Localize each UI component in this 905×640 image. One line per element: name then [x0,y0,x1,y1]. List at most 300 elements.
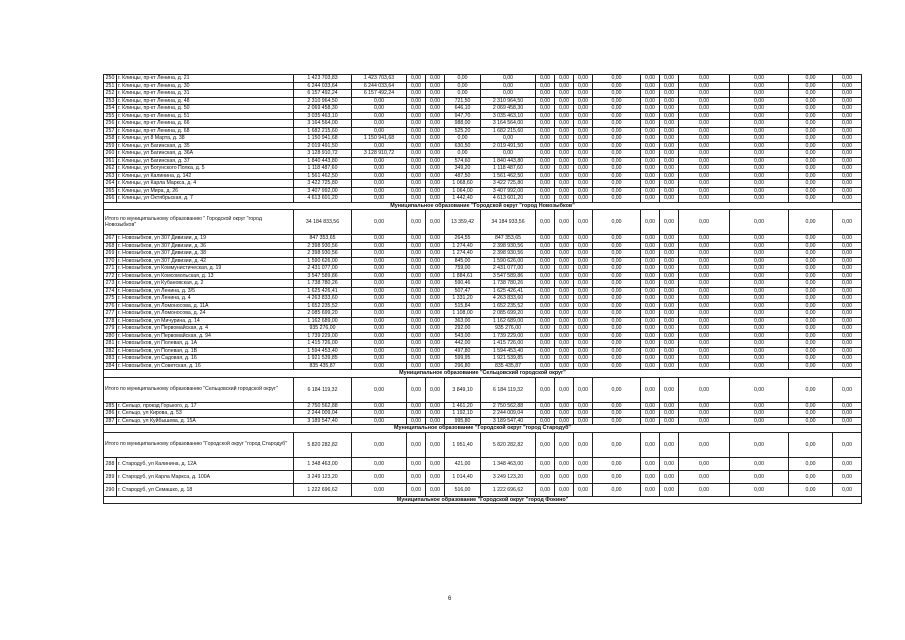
value-cell: 1 594 453,40 [481,347,536,355]
address-cell: г. Новозыбков, ул Кубановская, д. 2 [117,280,294,288]
value-cell: 0,00 [407,235,426,243]
row-number: 250 [104,75,117,83]
value-cell: 0,00 [555,180,574,188]
address-cell: г. Клинцы, пр-кт Ленина, д. 48 [117,97,294,105]
value-cell: 0,00 [407,187,426,195]
value-cell: 0,00 [679,257,730,265]
value-cell: 0,00 [593,362,641,370]
value-cell: 0,00 [352,242,407,250]
total-cell: 0,00 [407,432,426,457]
total-cell: 34 184 833,56 [294,210,352,235]
value-cell: 0,00 [789,82,833,90]
value-cell: 0,00 [536,332,555,340]
address-cell: г. Клинцы, ул Богунского Полка, д. 5 [117,165,294,173]
value-cell: 0,00 [730,172,789,180]
value-cell: 3 164 564,00 [294,120,352,128]
value-cell: 0,00 [426,302,445,310]
address-cell: г. Клинцы, ул Багинская, д. 36А [117,150,294,158]
total-cell: 0,00 [789,210,833,235]
value-cell: 0,00 [660,410,679,418]
value-cell: 0,00 [555,470,574,483]
value-cell: 0,00 [574,317,593,325]
row-number: 261 [104,157,117,165]
value-cell: 0,00 [660,402,679,410]
value-cell: 0,00 [641,310,660,318]
row-number: 286 [104,410,117,418]
value-cell: 1 682 215,60 [294,127,352,135]
value-cell: 2 750 562,88 [294,402,352,410]
value-cell: 0,00 [574,347,593,355]
value-cell: 0,00 [593,180,641,188]
section-title: Муниципальное образование "Городской округ "город Стародуб" [104,425,862,433]
value-cell: 0,00 [352,332,407,340]
value-cell: 0,00 [574,127,593,135]
value-cell: 0,00 [536,150,555,158]
value-cell: 507,47 [445,287,481,295]
address-cell: г. Новозыбков, ул Полевая, д. 1В [117,347,294,355]
value-cell: 0,00 [555,195,574,203]
value-cell: 3 249 123,20 [481,470,536,483]
value-cell: 0,00 [352,120,407,128]
value-cell: 0,00 [833,362,862,370]
value-cell: 0,00 [641,325,660,333]
value-cell: 1 068,60 [445,180,481,188]
table-row [104,417,862,425]
value-cell: 1 738 780,26 [481,280,536,288]
value-cell: 0,00 [426,355,445,363]
value-cell: 0,00 [789,142,833,150]
value-cell: 0,00 [574,97,593,105]
value-cell: 0,00 [730,97,789,105]
value-cell: 0,00 [833,295,862,303]
value-cell: 0,00 [641,457,660,470]
value-cell: 0,00 [641,347,660,355]
value-cell: 0,00 [660,265,679,273]
value-cell: 0,00 [407,325,426,333]
value-cell: 630,50 [445,142,481,150]
value-cell: 0,00 [574,340,593,348]
value-cell: 0,00 [426,105,445,113]
value-cell: 0,00 [730,265,789,273]
value-cell: 0,00 [426,470,445,483]
value-cell: 0,00 [352,257,407,265]
value-cell: 1 921 539,85 [481,355,536,363]
value-cell: 421,00 [445,457,481,470]
value-cell: 0,00 [593,172,641,180]
row-number: 270 [104,257,117,265]
total-cell: 0,00 [426,432,445,457]
value-cell: 2 398 930,56 [481,242,536,250]
table-row [104,302,862,310]
value-cell: 3 547 589,86 [294,272,352,280]
value-cell: 0,00 [426,325,445,333]
total-cell: 6 184 119,32 [294,377,352,402]
table-row [104,90,862,98]
value-cell: 0,00 [679,195,730,203]
value-cell: 516,00 [445,483,481,496]
address-cell: г. Клинцы, пр-кт Ленина, д. 30 [117,82,294,90]
value-cell: 0,00 [833,470,862,483]
value-cell: 0,00 [730,295,789,303]
value-cell: 0,00 [555,272,574,280]
value-cell: 0,00 [407,302,426,310]
value-cell: 1 014,40 [445,470,481,483]
value-cell: 3 035 463,10 [481,112,536,120]
value-cell: 0,00 [833,157,862,165]
row-number: 264 [104,180,117,188]
total-cell: 0,00 [833,210,862,235]
value-cell: 0,00 [789,362,833,370]
row-number: 275 [104,295,117,303]
value-cell: 0,00 [641,280,660,288]
value-cell: 0,00 [574,112,593,120]
value-cell: 1 594 453,40 [294,347,352,355]
value-cell: 0,00 [352,112,407,120]
value-cell: 0,00 [426,317,445,325]
value-cell: 0,00 [536,265,555,273]
total-cell: 0,00 [730,377,789,402]
value-cell: 0,00 [536,302,555,310]
value-cell: 0,00 [426,90,445,98]
address-cell: г. Клинцы, ул Карла Маркса, д. 4 [117,180,294,188]
value-cell: 0,00 [789,112,833,120]
value-cell: 0,00 [445,82,481,90]
value-cell: 0,00 [660,112,679,120]
value-cell: 0,00 [555,280,574,288]
value-cell: 0,00 [536,165,555,173]
value-cell: 0,00 [679,112,730,120]
value-cell: 0,00 [407,165,426,173]
value-cell: 0,00 [641,242,660,250]
value-cell: 0,00 [833,235,862,243]
value-cell: 3 249 123,20 [294,470,352,483]
address-cell: г. Новозыбков, ул 307 Дивизии, д. 42 [117,257,294,265]
value-cell: 0,00 [555,347,574,355]
value-cell: 0,00 [574,295,593,303]
table-row [104,142,862,150]
value-cell: 0,00 [426,195,445,203]
address-cell: г. Клинцы, пр-кт Ленина, д. 66 [117,120,294,128]
value-cell: 0,00 [833,142,862,150]
row-number: 280 [104,332,117,340]
value-cell: 0,00 [407,120,426,128]
value-cell: 0,00 [833,340,862,348]
value-cell: 0,00 [352,280,407,288]
value-cell: 0,00 [641,165,660,173]
value-cell: 0,00 [833,242,862,250]
value-cell: 0,00 [833,75,862,83]
value-cell: 0,00 [789,187,833,195]
value-cell: 0,00 [555,250,574,258]
value-cell: 3 035 463,10 [294,112,352,120]
value-cell: 847 353,65 [294,235,352,243]
value-cell: 1 348 463,00 [481,457,536,470]
value-cell: 0,00 [574,355,593,363]
value-cell: 525,20 [445,127,481,135]
value-cell: 0,00 [593,82,641,90]
section-header-row [104,202,862,210]
value-cell: 1 274,40 [445,242,481,250]
value-cell: 0,00 [789,195,833,203]
value-cell: 0,00 [555,483,574,496]
value-cell: 0,00 [730,332,789,340]
value-cell: 0,00 [574,90,593,98]
value-cell: 0,00 [789,135,833,143]
value-cell: 0,00 [407,402,426,410]
value-cell: 0,00 [730,470,789,483]
value-cell: 0,00 [574,187,593,195]
value-cell: 0,00 [593,457,641,470]
value-cell: 0,00 [679,250,730,258]
value-cell: 0,00 [789,340,833,348]
value-cell: 0,00 [536,325,555,333]
value-cell: 0,00 [426,272,445,280]
capital-repair-table [103,74,862,504]
value-cell: 2 750 562,88 [481,402,536,410]
value-cell: 1 222 696,62 [481,483,536,496]
value-cell: 0,00 [641,302,660,310]
value-cell: 0,00 [352,195,407,203]
value-cell: 0,00 [555,295,574,303]
value-cell: 0,00 [679,287,730,295]
value-cell: 0,00 [789,180,833,188]
value-cell: 1 118 487,60 [481,165,536,173]
address-cell: г. Стародуб, ул Калинина, д. 12А [117,457,294,470]
total-cell: 0,00 [574,210,593,235]
value-cell: 0,00 [660,105,679,113]
table-row [104,235,862,243]
value-cell: 574,60 [445,157,481,165]
value-cell: 0,00 [660,97,679,105]
value-cell: 2 310 964,50 [294,97,352,105]
value-cell: 0,00 [679,242,730,250]
value-cell: 0,00 [730,340,789,348]
value-cell: 0,00 [833,355,862,363]
value-cell: 0,00 [426,172,445,180]
address-cell: г. Клинцы, ул Калинина, д. 142 [117,172,294,180]
value-cell: 0,00 [641,180,660,188]
value-cell: 0,00 [679,302,730,310]
page-number: 6 [448,596,452,602]
value-cell: 0,00 [641,97,660,105]
value-cell: 0,00 [833,195,862,203]
value-cell: 0,00 [679,157,730,165]
value-cell: 0,00 [833,483,862,496]
row-number: 283 [104,355,117,363]
value-cell: 515,84 [445,302,481,310]
value-cell: 0,00 [426,142,445,150]
value-cell: 0,00 [407,97,426,105]
value-cell: 0,00 [789,287,833,295]
value-cell: 0,00 [679,265,730,273]
value-cell: 0,00 [789,265,833,273]
value-cell: 0,00 [641,142,660,150]
value-cell: 2 019 491,50 [294,142,352,150]
value-cell: 0,00 [407,483,426,496]
value-cell: 0,00 [536,82,555,90]
value-cell: 0,00 [407,332,426,340]
value-cell: 0,00 [789,483,833,496]
value-cell: 0,00 [679,105,730,113]
value-cell: 0,00 [593,112,641,120]
total-cell: 0,00 [679,432,730,457]
value-cell: 0,00 [407,355,426,363]
value-cell: 590,46 [445,280,481,288]
total-cell: 0,00 [641,377,660,402]
value-cell: 0,00 [555,157,574,165]
value-cell: 497,80 [445,347,481,355]
value-cell: 835 435,87 [481,362,536,370]
value-cell: 0,00 [593,325,641,333]
value-cell: 2 069 458,30 [481,105,536,113]
value-cell: 0,00 [555,97,574,105]
value-cell: 0,00 [641,355,660,363]
table-row [104,402,862,410]
value-cell: 0,00 [481,150,536,158]
value-cell: 0,00 [593,187,641,195]
row-number: 289 [104,470,117,483]
value-cell: 296,80 [445,362,481,370]
table-row [104,187,862,195]
row-number: 262 [104,165,117,173]
value-cell: 1 652 235,52 [481,302,536,310]
value-cell: 1 331,20 [445,295,481,303]
value-cell: 759,00 [445,265,481,273]
value-cell: 442,00 [445,340,481,348]
value-cell: 0,00 [555,302,574,310]
total-cell: 0,00 [407,377,426,402]
section-header-row [104,425,862,433]
value-cell: 6 157 492,24 [294,90,352,98]
total-cell: 0,00 [660,210,679,235]
value-cell: 0,00 [555,257,574,265]
value-cell: 0,00 [660,127,679,135]
value-cell: 0,00 [730,287,789,295]
value-cell: 0,00 [730,150,789,158]
value-cell: 2 019 491,50 [481,142,536,150]
value-cell: 0,00 [407,417,426,425]
value-cell: 0,00 [445,90,481,98]
value-cell: 2 431 077,00 [294,265,352,273]
value-cell: 2 310 964,50 [481,97,536,105]
address-cell: г. Новозыбков, ул Ломоносова, д. 24 [117,310,294,318]
value-cell: 1 738 780,26 [294,280,352,288]
total-cell: 0,00 [833,432,862,457]
table-row [104,97,862,105]
value-cell: 0,00 [679,483,730,496]
value-cell: 0,00 [641,332,660,340]
value-cell: 0,00 [789,105,833,113]
value-cell: 0,00 [352,362,407,370]
table-row [104,295,862,303]
value-cell: 0,00 [352,325,407,333]
value-cell: 0,00 [536,97,555,105]
total-cell: 0,00 [789,377,833,402]
section-title: Муниципальное образование "Сельцовский городской округ" [104,370,862,378]
table-row [104,112,862,120]
value-cell: 0,00 [536,187,555,195]
total-cell: 1 951,40 [445,432,481,457]
address-cell: г. Новозыбков, ул 307 Дивизии, д. 36 [117,242,294,250]
value-cell: 0,00 [833,112,862,120]
section-total-row [104,432,862,457]
value-cell: 0,00 [352,295,407,303]
value-cell: 1 150 941,68 [294,135,352,143]
value-cell: 1 590 626,00 [294,257,352,265]
value-cell: 0,00 [536,120,555,128]
value-cell: 0,00 [730,317,789,325]
total-cell: 0,00 [679,377,730,402]
value-cell: 0,00 [574,332,593,340]
value-cell: 0,00 [593,280,641,288]
section-total-row [104,210,862,235]
value-cell: 0,00 [660,120,679,128]
value-cell: 0,00 [555,332,574,340]
value-cell: 847 353,65 [481,235,536,243]
value-cell: 0,00 [593,165,641,173]
value-cell: 0,00 [641,150,660,158]
row-number: 263 [104,172,117,180]
value-cell: 0,00 [426,402,445,410]
value-cell: 0,00 [641,362,660,370]
value-cell: 0,00 [352,142,407,150]
value-cell: 0,00 [660,242,679,250]
value-cell: 0,00 [789,165,833,173]
value-cell: 1 348 463,00 [294,457,352,470]
row-number: 256 [104,120,117,128]
address-cell: г. Новозыбков, ул Ленина, д. 4 [117,295,294,303]
address-cell: г. Сельцо, проезд Горького, д. 17 [117,402,294,410]
value-cell: 0,00 [730,195,789,203]
value-cell: 0,00 [660,483,679,496]
total-label: Итого по муниципальному образованию "Сельцовский городской округ" [104,377,294,402]
value-cell: 0,00 [679,82,730,90]
value-cell: 1 150 941,68 [352,135,407,143]
value-cell: 0,00 [641,295,660,303]
value-cell: 1 423 703,83 [294,75,352,83]
value-cell: 0,00 [833,417,862,425]
value-cell: 0,00 [407,112,426,120]
total-cell: 5 820 282,82 [481,432,536,457]
value-cell: 0,00 [730,355,789,363]
value-cell: 0,00 [833,272,862,280]
table-row [104,75,862,83]
total-cell: 0,00 [555,210,574,235]
value-cell: 1 884,61 [445,272,481,280]
total-label: Итого по муниципальному образованию "Городской округ "город Стародуб" [104,432,294,457]
table-row [104,362,862,370]
value-cell: 0,00 [730,457,789,470]
value-cell: 1 625 426,41 [294,287,352,295]
value-cell: 0,00 [593,470,641,483]
value-cell: 0,00 [593,157,641,165]
value-cell: 0,00 [352,235,407,243]
value-cell: 0,00 [679,332,730,340]
value-cell: 0,00 [679,340,730,348]
value-cell: 0,00 [641,82,660,90]
value-cell: 0,00 [730,250,789,258]
value-cell: 0,00 [730,105,789,113]
value-cell: 0,00 [574,142,593,150]
value-cell: 1 064,00 [445,187,481,195]
value-cell: 0,00 [407,347,426,355]
value-cell: 0,00 [660,295,679,303]
row-number: 265 [104,187,117,195]
value-cell: 0,00 [789,332,833,340]
value-cell: 0,00 [593,97,641,105]
value-cell: 0,00 [426,242,445,250]
value-cell: 0,00 [641,105,660,113]
